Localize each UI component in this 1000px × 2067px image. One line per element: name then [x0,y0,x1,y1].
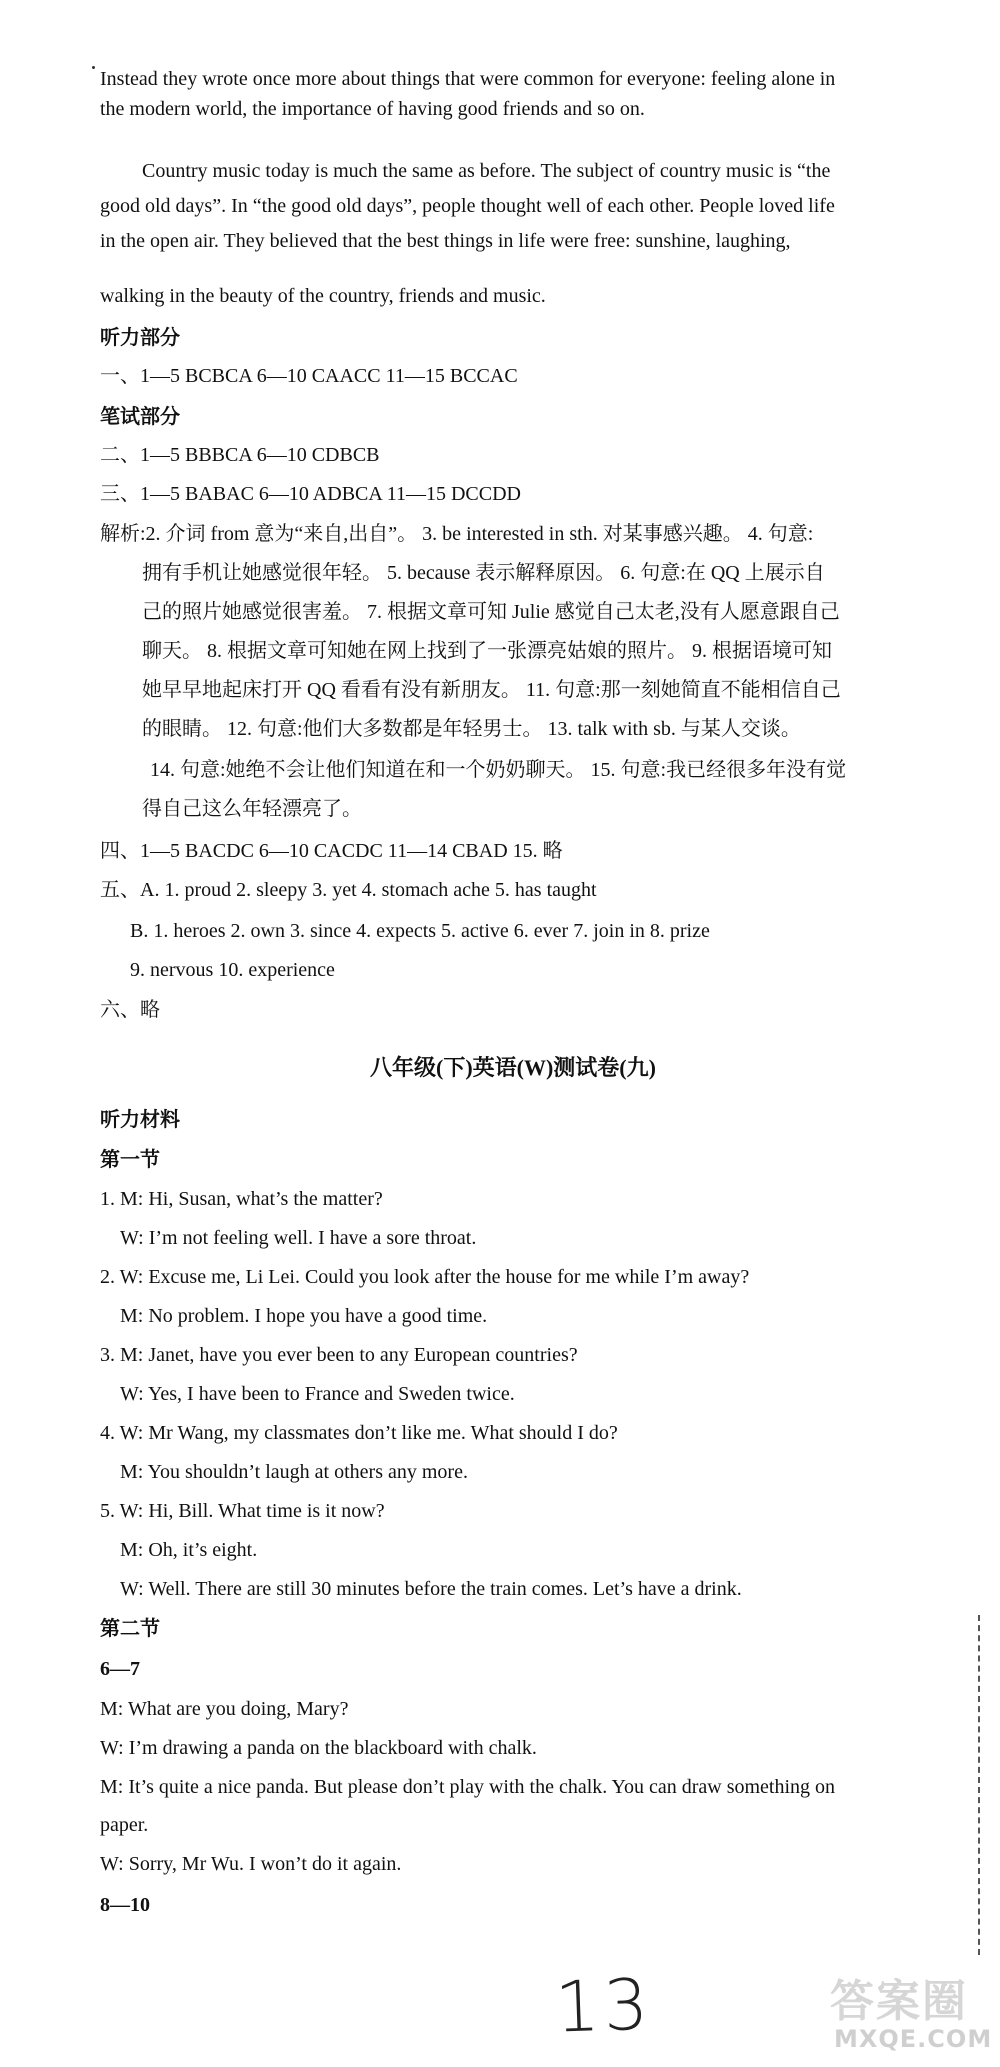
passage-line: in the open air. They believed that the best things in life were free: sunshine, laughing, [100,230,791,252]
answer-line-1: 一、1—5 BCBCA 6—10 CAACC 11—15 BCCAC [100,365,518,387]
question-range-8-10: 8—10 [100,1894,150,1916]
dialog-line: W: Sorry, Mr Wu. I won’t do it again. [100,1853,402,1875]
answer-line-2: 二、1—5 BBBCA 6—10 CDBCB [100,444,380,466]
dialog-line: M: Oh, it’s eight. [120,1539,258,1561]
dialog-line: W: I’m not feeling well. I have a sore throat. [120,1227,477,1249]
passage-line: good old days”. In “the good old days”, people thought well of each other. People loved life [100,195,835,217]
dialog-line: M: It’s quite a nice panda. But please don’t play with the chalk. You can draw something on [100,1776,836,1798]
dialog-line: 2. W: Excuse me, Li Lei. Could you look after the house for me while I’m away? [100,1266,750,1288]
answer-line-3: 三、1—5 BABAC 6—10 ADBCA 11—15 DCCDD [100,483,521,505]
dialog-line: M: What are you doing, Mary? [100,1698,349,1720]
dialog-line: W: I’m drawing a panda on the blackboard with chalk. [100,1737,537,1759]
explanation-line: 拥有手机让她感觉很年轻。 5. because 表示解释原因。 6. 句意:在 QQ 上展示自 [142,562,825,584]
answer-line-6: 六、略 [100,999,160,1021]
explanation-line: 她早早地起床打开 QQ 看看有没有新朋友。 11. 句意:那一刻她简直不能相信自己 [142,679,841,701]
dialog-line: M: No problem. I hope you have a good time. [120,1305,488,1327]
listening-section-heading: 听力部分 [100,327,180,349]
listening-material-heading: 听力材料 [100,1109,180,1131]
passage-line: walking in the beauty of the country, friends and music. [100,285,546,307]
watermark-url: MXQE.COM [834,2025,993,2053]
dialog-line: 5. W: Hi, Bill. What time is it now? [100,1500,385,1522]
written-section-heading: 笔试部分 [100,406,180,428]
answer-line-5b-cont: 9. nervous 10. experience [130,959,335,981]
explanation-line: 解析:2. 介词 from 意为“来自,出自”。 3. be interested in sth. 对某事感兴趣。 4. 句意: [100,523,814,545]
answer-line-5a: 五、A. 1. proud 2. sleepy 3. yet 4. stomach ache 5. has taught [100,879,597,901]
explanation-line: 聊天。 8. 根据文章可知她在网上找到了一张漂亮姑娘的照片。 9. 根据语境可知 [142,640,832,662]
watermark [830,1965,995,2060]
dialog-line: M: You shouldn’t laugh at others any more. [120,1461,468,1483]
dialog-line: 1. M: Hi, Susan, what’s the matter? [100,1188,383,1210]
passage-line: Country music today is much the same as before. The subject of country music is “the [142,160,831,182]
explanation-line: 的眼睛。 12. 句意:他们大多数都是年轻男士。 13. talk with sb. 与某人交谈。 [142,718,801,740]
dialog-line: W: Yes, I have been to France and Sweden twice. [120,1383,515,1405]
question-range-6-7: 6—7 [100,1658,140,1680]
page-number: 13 [553,1963,654,2049]
part-2-heading: 第二节 [100,1618,160,1640]
dialog-line: W: Well. There are still 30 minutes before the train comes. Let’s have a drink. [120,1578,742,1600]
answer-line-4: 四、1—5 BACDC 6—10 CACDC 11—14 CBAD 15. 略 [100,840,563,862]
dialog-line: 4. W: Mr Wang, my classmates don’t like me. What should I do? [100,1422,618,1444]
explanation-line: 得自己这么年轻漂亮了。 [142,798,362,820]
explanation-line: 14. 句意:她绝不会让他们知道在和一个奶奶聊天。 15. 句意:我已经很多年没有觉 [150,759,847,781]
watermark-logo: 答案圈 [830,1976,968,2027]
answer-line-5b: B. 1. heroes 2. own 3. since 4. expects 5. active 6. ever 7. join in 8. prize [130,920,710,942]
ink-dot [92,66,95,69]
binding-margin-line [978,1615,980,1955]
passage-line: Instead they wrote once more about things that were common for everyone: feeling alone in [100,68,836,90]
dialog-line: 3. M: Janet, have you ever been to any European countries? [100,1344,578,1366]
passage-line: the modern world, the importance of having good friends and so on. [100,98,645,120]
test-title: 八年级(下)英语(W)测试卷(九) [370,1055,656,1080]
part-1-heading: 第一节 [100,1149,160,1171]
explanation-line: 己的照片她感觉很害羞。 7. 根据文章可知 Julie 感觉自己太老,没有人愿意跟自己 [142,601,840,623]
dialog-line: paper. [100,1814,149,1836]
